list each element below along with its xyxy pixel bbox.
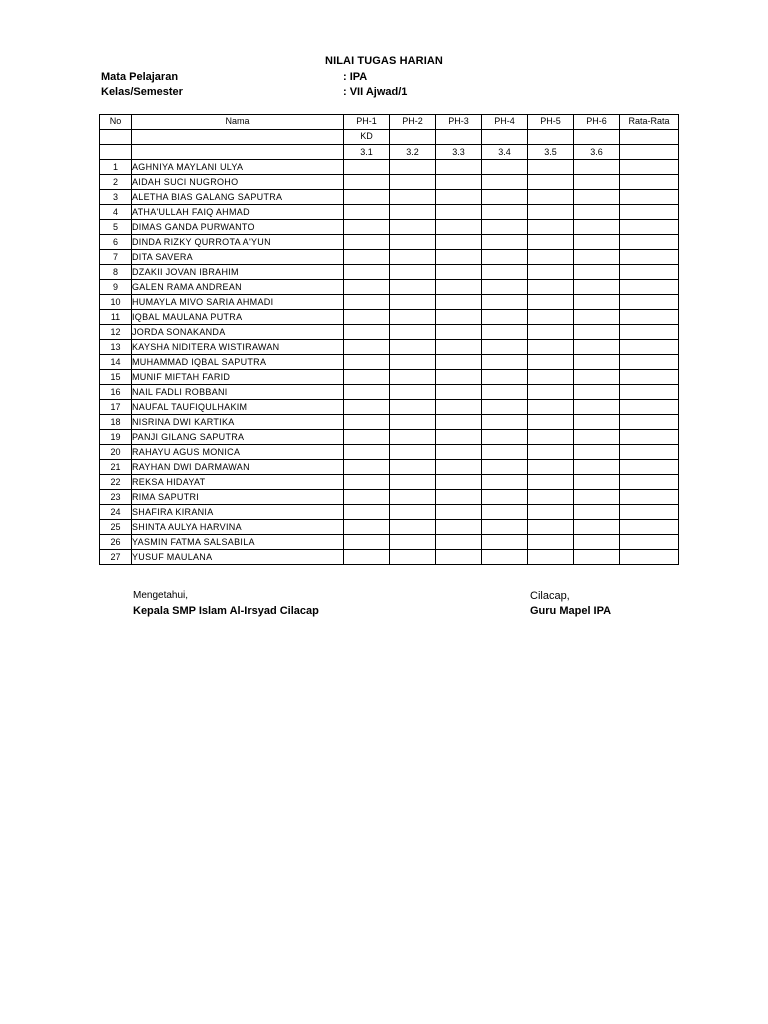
average-cell (620, 385, 679, 400)
grade-cell (436, 445, 482, 460)
grade-cell (574, 520, 620, 535)
col-ph1-header: PH-1 (344, 115, 390, 130)
grade-cell (574, 385, 620, 400)
grade-cell (482, 460, 528, 475)
col-avg-header: Rata-Rata (620, 115, 679, 130)
grade-cell (574, 280, 620, 295)
grade-cell (344, 460, 390, 475)
grade-cell (528, 445, 574, 460)
kd-label: KD (344, 130, 390, 145)
grade-cell (436, 400, 482, 415)
grades-table (99, 114, 679, 565)
grade-cell (344, 505, 390, 520)
student-name: DINDA RIZKY QURROTA A'YUN (132, 235, 344, 250)
row-number: 24 (100, 505, 132, 520)
grade-cell (436, 310, 482, 325)
student-name: HUMAYLA MIVO SARIA AHMADI (132, 295, 344, 310)
student-name: DZAKII JOVAN IBRAHIM (132, 265, 344, 280)
student-name: SHAFIRA KIRANIA (132, 505, 344, 520)
subject-value: : IPA (343, 71, 368, 83)
grade-cell (344, 160, 390, 175)
grade-cell (528, 340, 574, 355)
average-cell (620, 160, 679, 175)
kd-row (100, 130, 679, 145)
grade-cell (390, 520, 436, 535)
average-cell (620, 250, 679, 265)
average-cell (620, 430, 679, 445)
grade-cell (574, 160, 620, 175)
table-row (100, 190, 679, 205)
row-number: 22 (100, 475, 132, 490)
grade-cell (436, 505, 482, 520)
grade-cell (390, 160, 436, 175)
grade-cell (344, 385, 390, 400)
grade-cell (390, 325, 436, 340)
table-row (100, 505, 679, 520)
grade-cell (390, 250, 436, 265)
grade-cell (390, 175, 436, 190)
student-name: MUNIF MIFTAH FARID (132, 370, 344, 385)
grade-cell (528, 325, 574, 340)
grade-cell (574, 415, 620, 430)
grade-cell (482, 235, 528, 250)
table-row (100, 400, 679, 415)
average-cell (620, 370, 679, 385)
grade-cell (574, 370, 620, 385)
grade-cell (528, 490, 574, 505)
average-cell (620, 505, 679, 520)
grade-cell (482, 175, 528, 190)
grade-cell (390, 475, 436, 490)
grade-cell (482, 340, 528, 355)
col-ph5-header: PH-5 (528, 115, 574, 130)
table-row (100, 535, 679, 550)
grade-cell (344, 295, 390, 310)
grade-cell (528, 475, 574, 490)
grade-cell (482, 445, 528, 460)
row-number: 20 (100, 445, 132, 460)
grade-cell (482, 160, 528, 175)
average-cell (620, 550, 679, 565)
student-name: REKSA HIDAYAT (132, 475, 344, 490)
grade-cell (436, 520, 482, 535)
student-name: RIMA SAPUTRI (132, 490, 344, 505)
grade-cell (344, 550, 390, 565)
grade-cell (436, 280, 482, 295)
student-name: ATHA'ULLAH FAIQ AHMAD (132, 205, 344, 220)
student-name: PANJI GILANG SAPUTRA (132, 430, 344, 445)
table-row (100, 280, 679, 295)
grade-cell (482, 400, 528, 415)
place-date: Cilacap, (530, 590, 570, 602)
grade-cell (390, 265, 436, 280)
row-number: 26 (100, 535, 132, 550)
subject-label: Mata Pelajaran (101, 71, 179, 83)
grade-cell (482, 385, 528, 400)
grade-cell (574, 340, 620, 355)
grade-cell (436, 385, 482, 400)
grade-cell (390, 460, 436, 475)
grade-cell (528, 190, 574, 205)
grade-cell (574, 190, 620, 205)
student-name: DIMAS GANDA PURWANTO (132, 220, 344, 235)
grade-cell (528, 235, 574, 250)
average-cell (620, 445, 679, 460)
grade-cell (574, 265, 620, 280)
table-row (100, 265, 679, 280)
grade-cell (482, 415, 528, 430)
grade-cell (528, 505, 574, 520)
grade-cell (344, 445, 390, 460)
row-number: 12 (100, 325, 132, 340)
student-name: RAYHAN DWI DARMAWAN (132, 460, 344, 475)
grade-cell (574, 460, 620, 475)
grade-cell (344, 355, 390, 370)
row-number: 4 (100, 205, 132, 220)
grade-cell (528, 310, 574, 325)
grade-cell (574, 430, 620, 445)
grade-cell (528, 460, 574, 475)
table-row (100, 220, 679, 235)
table-row (100, 235, 679, 250)
grade-cell (344, 520, 390, 535)
principal-role: Kepala SMP Islam Al-Irsyad Cilacap (133, 605, 319, 617)
student-name: ALETHA BIAS GALANG SAPUTRA (132, 190, 344, 205)
grade-cell (390, 505, 436, 520)
grade-cell (574, 250, 620, 265)
grade-cell (482, 190, 528, 205)
row-number: 10 (100, 295, 132, 310)
grade-cell (528, 295, 574, 310)
student-name: IQBAL MAULANA PUTRA (132, 310, 344, 325)
table-row (100, 160, 679, 175)
col-ph2-header: PH-2 (390, 115, 436, 130)
kd-code: 3.1 (344, 145, 390, 160)
grade-cell (436, 370, 482, 385)
table-row (100, 205, 679, 220)
grade-cell (344, 370, 390, 385)
grade-cell (482, 295, 528, 310)
table-row (100, 325, 679, 340)
grade-cell (390, 340, 436, 355)
grade-cell (344, 205, 390, 220)
grade-cell (390, 385, 436, 400)
grade-cell (482, 280, 528, 295)
grade-cell (344, 430, 390, 445)
grade-cell (390, 220, 436, 235)
student-name: AIDAH SUCI NUGROHO (132, 175, 344, 190)
average-cell (620, 535, 679, 550)
student-name: MUHAMMAD IQBAL SAPUTRA (132, 355, 344, 370)
row-number: 18 (100, 415, 132, 430)
grade-cell (344, 235, 390, 250)
grade-cell (436, 325, 482, 340)
grade-cell (390, 400, 436, 415)
grade-cell (390, 370, 436, 385)
grade-cell (436, 175, 482, 190)
grade-cell (528, 265, 574, 280)
grade-cell (390, 190, 436, 205)
row-number: 21 (100, 460, 132, 475)
grade-cell (436, 265, 482, 280)
document-title: NILAI TUGAS HARIAN (325, 55, 443, 67)
average-cell (620, 340, 679, 355)
average-cell (620, 205, 679, 220)
grade-cell (390, 355, 436, 370)
grade-cell (528, 385, 574, 400)
grade-cell (436, 550, 482, 565)
kd-code: 3.4 (482, 145, 528, 160)
average-cell (620, 235, 679, 250)
grade-cell (344, 325, 390, 340)
grade-cell (390, 280, 436, 295)
average-cell (620, 460, 679, 475)
grade-cell (574, 310, 620, 325)
grade-cell (528, 400, 574, 415)
table-row (100, 430, 679, 445)
grade-cell (436, 295, 482, 310)
grade-cell (574, 535, 620, 550)
grade-cell (344, 190, 390, 205)
grade-cell (574, 445, 620, 460)
col-name-header: Nama (132, 115, 344, 130)
row-number: 9 (100, 280, 132, 295)
grade-cell (344, 475, 390, 490)
col-ph6-header: PH-6 (574, 115, 620, 130)
class-value: : VII Ajwad/1 (343, 86, 408, 98)
grade-cell (436, 490, 482, 505)
row-number: 7 (100, 250, 132, 265)
grade-cell (528, 550, 574, 565)
student-name: DITA SAVERA (132, 250, 344, 265)
table-row (100, 475, 679, 490)
grade-cell (390, 295, 436, 310)
grade-cell (482, 310, 528, 325)
table-row (100, 355, 679, 370)
average-cell (620, 400, 679, 415)
row-number: 25 (100, 520, 132, 535)
grade-cell (528, 535, 574, 550)
grade-cell (390, 235, 436, 250)
grade-cell (344, 280, 390, 295)
grade-cell (482, 205, 528, 220)
grade-cell (574, 235, 620, 250)
row-number: 15 (100, 370, 132, 385)
grade-cell (574, 205, 620, 220)
average-cell (620, 190, 679, 205)
grade-cell (574, 175, 620, 190)
kd-code-row (100, 145, 679, 160)
table-row (100, 490, 679, 505)
average-cell (620, 175, 679, 190)
acknowledged-label: Mengetahui, (133, 590, 189, 601)
table-row (100, 415, 679, 430)
average-cell (620, 475, 679, 490)
average-cell (620, 325, 679, 340)
average-cell (620, 520, 679, 535)
kd-code: 3.2 (390, 145, 436, 160)
kd-code: 3.6 (574, 145, 620, 160)
grade-cell (436, 235, 482, 250)
table-row (100, 445, 679, 460)
grade-cell (528, 220, 574, 235)
average-cell (620, 265, 679, 280)
class-label: Kelas/Semester (101, 86, 183, 98)
grade-cell (436, 415, 482, 430)
student-name: YUSUF MAULANA (132, 550, 344, 565)
table-row (100, 295, 679, 310)
grade-cell (390, 430, 436, 445)
grade-cell (528, 160, 574, 175)
grade-cell (344, 415, 390, 430)
table-row (100, 310, 679, 325)
average-cell (620, 355, 679, 370)
grade-cell (436, 160, 482, 175)
teacher-role: Guru Mapel IPA (530, 605, 612, 617)
grade-cell (528, 430, 574, 445)
table-row (100, 520, 679, 535)
average-cell (620, 220, 679, 235)
grade-cell (482, 535, 528, 550)
grade-cell (344, 250, 390, 265)
grade-cell (436, 475, 482, 490)
row-number: 1 (100, 160, 132, 175)
grade-cell (344, 175, 390, 190)
grade-cell (436, 205, 482, 220)
student-name: GALEN RAMA ANDREAN (132, 280, 344, 295)
row-number: 8 (100, 265, 132, 280)
grade-cell (344, 400, 390, 415)
student-name: NISRINA DWI KARTIKA (132, 415, 344, 430)
grade-cell (528, 205, 574, 220)
grade-cell (344, 490, 390, 505)
grade-cell (390, 205, 436, 220)
grade-cell (482, 325, 528, 340)
row-number: 2 (100, 175, 132, 190)
grade-cell (528, 355, 574, 370)
grade-cell (482, 505, 528, 520)
grade-cell (574, 355, 620, 370)
grade-cell (574, 295, 620, 310)
table-row (100, 370, 679, 385)
student-name: JORDA SONAKANDA (132, 325, 344, 340)
grade-cell (528, 250, 574, 265)
grade-cell (574, 220, 620, 235)
grade-cell (436, 340, 482, 355)
grade-cell (482, 370, 528, 385)
grade-cell (390, 550, 436, 565)
student-name: YASMIN FATMA SALSABILA (132, 535, 344, 550)
grade-cell (344, 340, 390, 355)
row-number: 27 (100, 550, 132, 565)
grade-cell (482, 220, 528, 235)
grade-cell (528, 175, 574, 190)
grade-cell (482, 250, 528, 265)
grade-cell (574, 325, 620, 340)
table-row (100, 175, 679, 190)
grade-cell (482, 520, 528, 535)
grade-cell (574, 400, 620, 415)
table-row (100, 340, 679, 355)
grade-cell (344, 220, 390, 235)
row-number: 5 (100, 220, 132, 235)
grade-cell (436, 535, 482, 550)
grade-cell (436, 190, 482, 205)
table-row (100, 385, 679, 400)
average-cell (620, 280, 679, 295)
grade-cell (436, 460, 482, 475)
grade-cell (482, 550, 528, 565)
average-cell (620, 310, 679, 325)
row-number: 11 (100, 310, 132, 325)
row-number: 3 (100, 190, 132, 205)
grade-cell (436, 355, 482, 370)
student-name: KAYSHA NIDITERA WISTIRAWAN (132, 340, 344, 355)
grade-cell (436, 220, 482, 235)
grade-cell (574, 475, 620, 490)
average-cell (620, 415, 679, 430)
grade-cell (528, 370, 574, 385)
grade-cell (390, 445, 436, 460)
average-cell (620, 490, 679, 505)
row-number: 6 (100, 235, 132, 250)
grade-cell (482, 490, 528, 505)
table-row (100, 460, 679, 475)
table-row (100, 250, 679, 265)
grade-cell (574, 490, 620, 505)
grade-cell (344, 310, 390, 325)
col-ph4-header: PH-4 (482, 115, 528, 130)
grade-cell (344, 265, 390, 280)
grade-cell (482, 475, 528, 490)
row-number: 14 (100, 355, 132, 370)
average-cell (620, 295, 679, 310)
grade-cell (390, 535, 436, 550)
grade-cell (436, 250, 482, 265)
kd-code: 3.3 (436, 145, 482, 160)
grade-cell (390, 490, 436, 505)
grade-cell (482, 430, 528, 445)
grade-cell (574, 505, 620, 520)
grade-cell (528, 520, 574, 535)
col-ph3-header: PH-3 (436, 115, 482, 130)
grade-cell (528, 415, 574, 430)
grade-cell (528, 280, 574, 295)
student-name: NAIL FADLI ROBBANI (132, 385, 344, 400)
grade-cell (390, 415, 436, 430)
row-number: 13 (100, 340, 132, 355)
student-name: AGHNIYA MAYLANI ULYA (132, 160, 344, 175)
student-name: NAUFAL TAUFIQULHAKIM (132, 400, 344, 415)
kd-code: 3.5 (528, 145, 574, 160)
student-name: RAHAYU AGUS MONICA (132, 445, 344, 460)
table-row (100, 550, 679, 565)
row-number: 16 (100, 385, 132, 400)
grade-cell (482, 265, 528, 280)
grade-cell (390, 310, 436, 325)
row-number: 23 (100, 490, 132, 505)
table-header-row (100, 115, 679, 130)
grade-cell (344, 535, 390, 550)
grade-cell (436, 430, 482, 445)
grade-cell (574, 550, 620, 565)
grade-cell (482, 355, 528, 370)
col-no-header: No (100, 115, 132, 130)
row-number: 17 (100, 400, 132, 415)
student-name: SHINTA AULYA HARVINA (132, 520, 344, 535)
row-number: 19 (100, 430, 132, 445)
